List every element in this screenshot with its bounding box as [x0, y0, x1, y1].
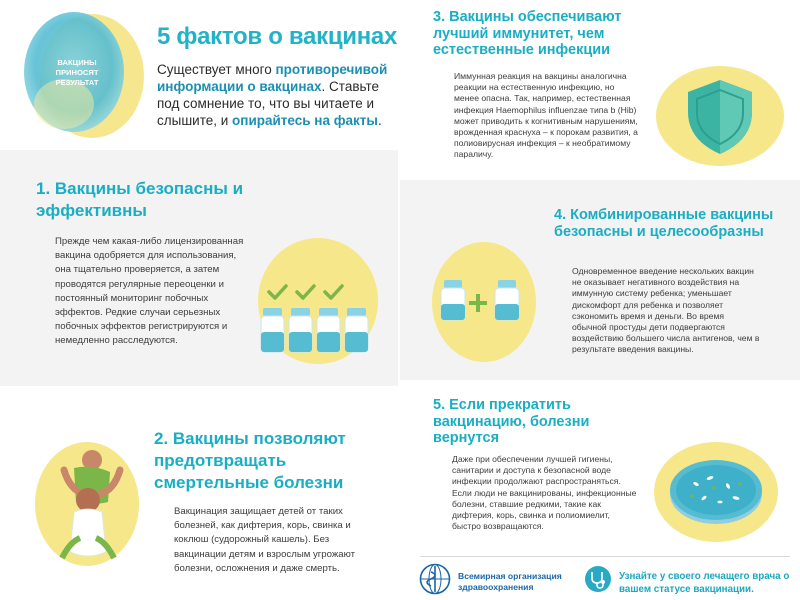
shield-icon: [654, 64, 786, 168]
fact-card-5: [400, 386, 800, 556]
petri-dish-icon: [652, 440, 780, 544]
fact-3-body: Иммунная реакция на вакцины аналогична реакции на естественную инфекцию, но менее опасна. Так, например, естественная инфекция Haemophilus influenzae типа b (Hib) может приводить к когнитивным нарушениям, врожденная краснуха – к порокам развития, а полиовирусная инфекция – к необратимому параличу.: [454, 71, 638, 160]
fact-4-body: Одновременное введение нескольких вакцин не оказывает негативного воздействия на иммунную систему ребенка; уменьшает дискомфорт для ребенка и позволяет сэкономить время и деньги. Во время обычной простуды дети подвергаются воздействию большего числа антигенов, чем в результате введения вакцины.: [572, 266, 760, 355]
fact-3-heading: 3. Вакцины обеспечивают лучший иммунитет, чем естественные инфекции: [433, 9, 622, 58]
check-vials-icon: [256, 236, 380, 366]
parent-child-icon: [34, 440, 140, 568]
fact-5-heading: 5. Если прекратить вакцинацию, болезни вернутся: [433, 397, 590, 446]
intro-text: [157, 61, 389, 129]
header-card: [0, 0, 398, 150]
vial-plus-vial-icon: [426, 238, 536, 364]
footer: [400, 556, 800, 600]
footer-divider: [420, 556, 790, 557]
fact-4-heading: 4. Комбинированные вакцины безопасны и целесообразны: [554, 207, 774, 240]
cta-text: Узнайте у своего лечащего врача о вашем статусе вакцинации.: [619, 571, 790, 595]
intro-part-3: .: [377, 113, 382, 128]
fact-card-3: [400, 0, 800, 176]
who-emblem-icon: [419, 563, 451, 595]
fact-card-4: [400, 180, 800, 380]
fact-1-body: Прежде чем какая-либо лицензированная вакцина одобряется для использования, она тщательно проверяется, а затем проводятся регулярные переоценки и постоянный мониторинг побочных эффектов. Редкие случаи серьезных побочных эффектов регистрируются и немедленно расследуются.: [55, 236, 244, 347]
page-title: 5 фактов о вакцинах: [157, 23, 398, 50]
who-name: Всемирная организация здравоохранения: [458, 571, 562, 592]
fact-2-heading: 2. Вакцины позволяют предотвращать смертельные болезни: [154, 429, 346, 492]
intro-part-1: Существует много: [157, 62, 276, 77]
fact-1-heading: 1. Вакцины безопасны и эффективны: [36, 179, 244, 220]
intro-highlight-2: опирайтесь на факты: [232, 113, 378, 128]
fact-card-2: [0, 386, 398, 600]
fact-5-body: Даже при обеспечении лучшей гигиены, санитарии и доступа к безопасной воде инфекции продолжают распространяться. Если люди не вакцинированы, инфекционные болезни, ставшие редкими, такие как дифтерия, корь, свинка и полиомиелит, быстро возвращаются.: [452, 454, 637, 532]
fact-2-body: Вакцинация защищает детей от таких болезней, как дифтерия, корь, свинка и коклюш (судорожный кашель). Без вакцинации детям и взрослым угрожают болезни, осложнения и даже смерть.: [174, 506, 355, 574]
stethoscope-icon: [584, 565, 612, 593]
badge-text: ВАКЦИНЫ ПРИНОСЯТ РЕЗУЛЬТАТ: [55, 58, 99, 87]
fact-card-1: [0, 150, 398, 386]
intro-part-2: . Ставьте под сомнение то, что вы читаете и слышите, и: [157, 79, 380, 128]
intro-highlight-1: противоречивой информации о вакцинах: [157, 62, 388, 94]
